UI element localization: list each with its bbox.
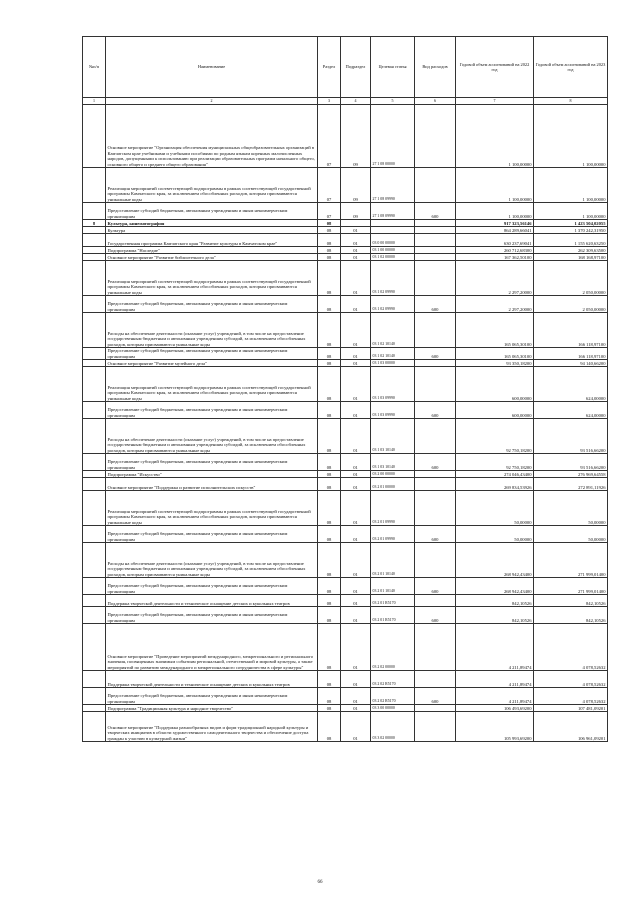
row-razdel-cell: 08 — [318, 247, 341, 254]
header-y2022: Годовой объем ассигнований на 2022 год — [456, 37, 534, 98]
row-num-cell — [83, 671, 106, 688]
row-name-cell: Предоставление субсидий бюджетным, автономным учреждениям и иным некоммерческим организациям — [106, 526, 318, 543]
row-podrazdel-cell: 01 — [341, 261, 371, 296]
row-celevaya-cell — [371, 227, 415, 234]
row-razdel-cell: 08 — [318, 360, 341, 367]
row-vid-cell — [415, 595, 456, 607]
row-y2023-cell: 50,00000 — [534, 491, 608, 526]
row-num-cell — [83, 402, 106, 419]
row-num-cell — [83, 203, 106, 220]
row-y2023-cell: 168 168,97100 — [534, 254, 608, 261]
row-razdel-cell: 08 — [318, 595, 341, 607]
table-row — [83, 671, 608, 688]
header-name: Наименование — [106, 37, 318, 98]
row-name-cell: Основное мероприятие "Проведение мероприятий международного, межрегионального и регионального значения, посвященных значимым событиям региональной, отечественной и мировой культуры, а также мероприятий по развитию международного и межрегионального сотрудничества в сфере культуры" — [106, 624, 318, 671]
row-y2022-cell: 165 065,30100 — [456, 313, 534, 348]
row-y2023-cell: 272 891,11926 — [534, 478, 608, 491]
row-vid-cell — [415, 419, 456, 454]
row-celevaya-cell: 03 2 01 00000 — [371, 478, 415, 491]
row-num-cell — [83, 313, 106, 348]
row-name-cell: Предоставление субсидий бюджетным, автономным учреждениям и иным некоммерческим организациям — [106, 688, 318, 705]
row-num-cell — [83, 419, 106, 454]
row-podrazdel-cell: 01 — [341, 402, 371, 419]
row-y2023-cell: 1 100,00000 — [534, 203, 608, 220]
row-celevaya-cell: 03 3 02 00000 — [371, 712, 415, 742]
row-num-cell — [83, 471, 106, 478]
table-row — [83, 491, 608, 526]
table-row — [83, 543, 608, 578]
row-podrazdel-cell: 01 — [341, 624, 371, 671]
index-cell: 3 — [318, 98, 341, 105]
table-row — [83, 578, 608, 595]
row-razdel-cell: 08 — [318, 402, 341, 419]
row-vid-cell — [415, 220, 456, 227]
row-vid-cell: 600 — [415, 203, 456, 220]
row-podrazdel-cell: 09 — [341, 105, 371, 168]
row-celevaya-cell: 03 1 03 09990 — [371, 402, 415, 419]
row-vid-cell — [415, 168, 456, 203]
index-cell: 1 — [83, 98, 106, 105]
row-num-cell — [83, 105, 106, 168]
row-name-cell: Реализация мероприятий соответствующей подпрограммы в рамках соответствующей государственной программы Камчатского края, за исключением обособленных расходов, которым присваиваются уникальные коды — [106, 367, 318, 402]
header-celevaya: Целевая статья — [371, 37, 415, 98]
row-podrazdel-cell: 01 — [341, 526, 371, 543]
row-celevaya-cell: 03 2 02 R5170 — [371, 671, 415, 688]
row-y2022-cell: 105 993,69200 — [456, 712, 534, 742]
row-celevaya-cell: 03 1 03 10140 — [371, 454, 415, 471]
row-vid-cell — [415, 478, 456, 491]
row-vid-cell: 600 — [415, 402, 456, 419]
row-name-cell: Предоставление субсидий бюджетным, автономным учреждениям и иным некоммерческим организациям — [106, 578, 318, 595]
row-y2022-cell: 1 100,00000 — [456, 105, 534, 168]
row-razdel-cell: 08 — [318, 478, 341, 491]
row-podrazdel-cell: 01 — [341, 360, 371, 367]
row-celevaya-cell: 03 0 00 00000 — [371, 234, 415, 247]
row-num-cell — [83, 607, 106, 624]
table-row — [83, 402, 608, 419]
row-razdel-cell: 08 — [318, 227, 341, 234]
index-cell: 8 — [534, 98, 608, 105]
row-y2023-cell: 262 309,63500 — [534, 247, 608, 254]
row-vid-cell: 600 — [415, 348, 456, 360]
row-razdel-cell: 08 — [318, 607, 341, 624]
row-vid-cell — [415, 247, 456, 254]
table-row — [83, 471, 608, 478]
row-podrazdel-cell: 01 — [341, 578, 371, 595]
row-y2022-cell: 92 750,18200 — [456, 454, 534, 471]
row-name-cell: Реализация мероприятий соответствующей подпрограммы в рамках соответствующей государственной программы Камчатского края, за исключением обособленных расходов, которым присваиваются уникальные коды — [106, 168, 318, 203]
row-num-cell — [83, 688, 106, 705]
table-row — [83, 454, 608, 471]
row-num-cell — [83, 348, 106, 360]
row-y2022-cell: 842,10526 — [456, 595, 534, 607]
row-y2022-cell: 167 362,50100 — [456, 254, 534, 261]
row-y2023-cell: 1 370 242,31950 — [534, 227, 608, 234]
row-name-cell: Культура, кинематография — [106, 220, 318, 227]
row-vid-cell — [415, 543, 456, 578]
row-y2023-cell: 93 516,66200 — [534, 419, 608, 454]
header-vid: Вид расходов — [415, 37, 456, 98]
table-row — [83, 254, 608, 261]
row-razdel-cell: 08 — [318, 526, 341, 543]
row-celevaya-cell: 03 1 02 10140 — [371, 313, 415, 348]
row-name-cell: Предоставление субсидий бюджетным, автономным учреждениям и иным некоммерческим организациям — [106, 454, 318, 471]
row-num-cell — [83, 296, 106, 313]
row-num-cell — [83, 360, 106, 367]
row-podrazdel-cell — [341, 220, 371, 227]
row-y2022-cell: 2 297,20000 — [456, 296, 534, 313]
row-name-cell: Подпрограмма "Традиционная культура и народное творчество" — [106, 705, 318, 712]
table-row — [83, 234, 608, 247]
row-y2023-cell: 1 423 504,02055 — [534, 220, 608, 227]
row-y2023-cell: 1 100,00000 — [534, 105, 608, 168]
row-y2023-cell: 107 481,09201 — [534, 705, 608, 712]
row-name-cell: Реализация мероприятий соответствующей подпрограммы в рамках соответствующей государственной программы Камчатского края, за исключением обособленных расходов, которым присваиваются уникальные коды — [106, 261, 318, 296]
row-vid-cell — [415, 671, 456, 688]
row-celevaya-cell: 03 2 01 R5170 — [371, 607, 415, 624]
table-row — [83, 712, 608, 742]
row-podrazdel-cell: 01 — [341, 367, 371, 402]
row-y2023-cell: 842,10526 — [534, 595, 608, 607]
row-y2023-cell: 94 140,66200 — [534, 360, 608, 367]
row-celevaya-cell: 03 3 00 00000 — [371, 705, 415, 712]
table-row — [83, 360, 608, 367]
row-y2023-cell: 50,00000 — [534, 526, 608, 543]
row-y2023-cell: 624,00000 — [534, 402, 608, 419]
row-y2022-cell: 4 211,89474 — [456, 688, 534, 705]
row-y2023-cell: 1 155 620,63250 — [534, 234, 608, 247]
row-podrazdel-cell: 01 — [341, 296, 371, 313]
table-row — [83, 526, 608, 543]
row-name-cell: Государственная программа Камчатского края "Развитие культуры в Камчатском крае" — [106, 234, 318, 247]
row-podrazdel-cell: 01 — [341, 471, 371, 478]
row-vid-cell — [415, 227, 456, 234]
row-name-cell: Основное мероприятие "Развитие музейного дела" — [106, 360, 318, 367]
index-cell: 5 — [371, 98, 415, 105]
row-y2023-cell: 842,10526 — [534, 607, 608, 624]
row-celevaya-cell: 03 2 02 R5170 — [371, 688, 415, 705]
row-podrazdel-cell: 01 — [341, 348, 371, 360]
row-razdel-cell: 08 — [318, 712, 341, 742]
row-num-cell — [83, 478, 106, 491]
row-y2022-cell: 274 046,43400 — [456, 471, 534, 478]
row-celevaya-cell: 03 2 01 09990 — [371, 526, 415, 543]
row-razdel-cell: 08 — [318, 254, 341, 261]
row-num-cell — [83, 705, 106, 712]
row-celevaya-cell: 03 1 02 00000 — [371, 254, 415, 261]
row-celevaya-cell: 03 1 02 10140 — [371, 348, 415, 360]
table-row — [83, 478, 608, 491]
row-podrazdel-cell: 01 — [341, 595, 371, 607]
table-row — [83, 348, 608, 360]
row-num-cell — [83, 234, 106, 247]
row-podrazdel-cell: 01 — [341, 419, 371, 454]
table-row — [83, 607, 608, 624]
row-num-cell — [83, 491, 106, 526]
row-podrazdel-cell: 01 — [341, 247, 371, 254]
row-name-cell: Подпрограмма "Искусство" — [106, 471, 318, 478]
row-vid-cell: 600 — [415, 607, 456, 624]
row-name-cell: Основное мероприятие "Поддержка и развитие исполнительских искусств" — [106, 478, 318, 491]
table-row — [83, 220, 608, 227]
row-podrazdel-cell: 01 — [341, 671, 371, 688]
row-celevaya-cell: 03 2 01 10140 — [371, 543, 415, 578]
index-cell: 4 — [341, 98, 371, 105]
row-vid-cell — [415, 712, 456, 742]
row-y2022-cell: 600,00000 — [456, 402, 534, 419]
header-podrazdel: Подраздел — [341, 37, 371, 98]
row-vid-cell — [415, 105, 456, 168]
row-celevaya-cell — [371, 220, 415, 227]
row-vid-cell — [415, 360, 456, 367]
row-num-cell — [83, 254, 106, 261]
row-celevaya-cell: 03 2 00 00000 — [371, 471, 415, 478]
row-y2022-cell: 93 350,18200 — [456, 360, 534, 367]
row-y2022-cell: 50,00000 — [456, 526, 534, 543]
row-celevaya-cell: 03 1 03 10140 — [371, 419, 415, 454]
row-y2023-cell: 166 118,97100 — [534, 313, 608, 348]
row-razdel-cell: 08 — [318, 471, 341, 478]
column-index-row — [83, 98, 608, 105]
row-y2022-cell: 842,10526 — [456, 607, 534, 624]
row-name-cell: Предоставление субсидий бюджетным, автономным учреждениям и иным некоммерческим организациям — [106, 203, 318, 220]
row-vid-cell — [415, 624, 456, 671]
row-razdel-cell: 08 — [318, 419, 341, 454]
row-num-cell — [83, 261, 106, 296]
row-y2022-cell: 4 211,89474 — [456, 624, 534, 671]
row-y2023-cell: 271 999,01400 — [534, 578, 608, 595]
row-name-cell: Подпрограмма "Наследие" — [106, 247, 318, 254]
row-razdel-cell: 08 — [318, 296, 341, 313]
row-y2023-cell: 4 078,52632 — [534, 671, 608, 688]
header-razdel: Раздел — [318, 37, 341, 98]
row-razdel-cell: 08 — [318, 367, 341, 402]
row-podrazdel-cell: 01 — [341, 705, 371, 712]
table-row — [83, 227, 608, 234]
row-razdel-cell: 07 — [318, 203, 341, 220]
row-num-cell — [83, 247, 106, 254]
row-vid-cell — [415, 705, 456, 712]
row-y2023-cell: 106 961,09201 — [534, 712, 608, 742]
row-y2022-cell: 268 942,43400 — [456, 578, 534, 595]
row-name-cell: Поддержка творческой деятельности и техническое оснащение детских и кукольных театров — [106, 595, 318, 607]
table-row — [83, 203, 608, 220]
row-podrazdel-cell: 01 — [341, 454, 371, 471]
row-y2022-cell: 864 289,66041 — [456, 227, 534, 234]
row-name-cell: Расходы на обеспечение деятельности (оказание услуг) учреждений, в том числе на предоставление государственным бюджетным и автономным учреждениям субсидий, за исключением обособленных расходов, которым присваиваются уникальные коды — [106, 543, 318, 578]
table-row — [83, 247, 608, 254]
table-row — [83, 105, 608, 168]
table-row — [83, 595, 608, 607]
budget-table-sheet — [82, 36, 607, 742]
table-row — [83, 688, 608, 705]
row-y2023-cell: 276 969,64558 — [534, 471, 608, 478]
row-num-cell — [83, 543, 106, 578]
row-y2022-cell: 269 834,53926 — [456, 478, 534, 491]
row-vid-cell: 600 — [415, 296, 456, 313]
row-celevaya-cell: 27 1 08 09990 — [371, 168, 415, 203]
row-razdel-cell: 07 — [318, 105, 341, 168]
row-y2023-cell: 2 050,00000 — [534, 261, 608, 296]
row-vid-cell: 600 — [415, 526, 456, 543]
row-name-cell: Предоставление субсидий бюджетным, автономным учреждениям и иным некоммерческим организациям — [106, 296, 318, 313]
table-row — [83, 313, 608, 348]
row-vid-cell: 600 — [415, 454, 456, 471]
row-celevaya-cell: 27 1 08 09990 — [371, 203, 415, 220]
row-num-cell — [83, 578, 106, 595]
row-y2023-cell: 4 078,52632 — [534, 688, 608, 705]
row-name-cell: Реализация мероприятий соответствующей подпрограммы в рамках соответствующей государственной программы Камчатского края, за исключением обособленных расходов, которым присваиваются уникальные коды — [106, 491, 318, 526]
row-vid-cell — [415, 261, 456, 296]
row-celevaya-cell: 03 2 01 10140 — [371, 578, 415, 595]
row-y2022-cell: 630 237,69041 — [456, 234, 534, 247]
table-row — [83, 261, 608, 296]
row-podrazdel-cell: 01 — [341, 607, 371, 624]
index-cell: 2 — [106, 98, 318, 105]
row-y2022-cell: 268 942,43400 — [456, 543, 534, 578]
row-vid-cell — [415, 471, 456, 478]
row-num-cell — [83, 168, 106, 203]
row-name-cell: Расходы на обеспечение деятельности (оказание услуг) учреждений, в том числе на предоставление государственным бюджетным и автономным учреждениям субсидий, за исключением обособленных расходов, которым присваиваются уникальные коды — [106, 313, 318, 348]
row-y2022-cell: 4 211,89474 — [456, 671, 534, 688]
row-razdel-cell: 08 — [318, 454, 341, 471]
row-razdel-cell: 08 — [318, 688, 341, 705]
row-podrazdel-cell: 01 — [341, 313, 371, 348]
row-name-cell: Расходы на обеспечение деятельности (оказание услуг) учреждений, в том числе на предоставление государственным бюджетным и автономным учреждениям субсидий, за исключением обособленных расходов, которым присваиваются уникальные коды — [106, 419, 318, 454]
row-name-cell: Предоставление субсидий бюджетным, автономным учреждениям и иным некоммерческим организациям — [106, 348, 318, 360]
row-num-cell — [83, 595, 106, 607]
row-name-cell: Предоставление субсидий бюджетным, автономным учреждениям и иным некоммерческим организациям — [106, 402, 318, 419]
row-y2022-cell: 50,00000 — [456, 491, 534, 526]
row-name-cell: Основное мероприятие "Поддержка разнообразных видов и форм традиционной народной культуры и творческих инициатив в области художественного самодеятельного творчества и обеспечение доступа граждан к участию в культурной жизни" — [106, 712, 318, 742]
row-podrazdel-cell: 01 — [341, 688, 371, 705]
row-razdel-cell: 08 — [318, 543, 341, 578]
index-cell: 7 — [456, 98, 534, 105]
row-y2023-cell: 166 118,97100 — [534, 348, 608, 360]
row-name-cell: Основное мероприятие "Развитие библиотечного дела" — [106, 254, 318, 261]
row-celevaya-cell: 03 1 03 00000 — [371, 360, 415, 367]
row-celevaya-cell: 03 2 01 R5170 — [371, 595, 415, 607]
row-y2023-cell: 1 100,00000 — [534, 168, 608, 203]
row-num-cell: 8 — [83, 220, 106, 227]
row-podrazdel-cell: 01 — [341, 543, 371, 578]
row-num-cell — [83, 526, 106, 543]
row-podrazdel-cell: 01 — [341, 227, 371, 234]
row-vid-cell: 600 — [415, 688, 456, 705]
table-header-row — [83, 37, 608, 98]
row-y2022-cell: 1 100,00000 — [456, 168, 534, 203]
row-razdel-cell: 08 — [318, 234, 341, 247]
row-num-cell — [83, 227, 106, 234]
row-podrazdel-cell: 01 — [341, 254, 371, 261]
row-razdel-cell: 08 — [318, 348, 341, 360]
row-y2023-cell: 2 050,00000 — [534, 296, 608, 313]
row-vid-cell: 600 — [415, 578, 456, 595]
row-y2022-cell: 260 712,68300 — [456, 247, 534, 254]
row-vid-cell — [415, 491, 456, 526]
table-row — [83, 705, 608, 712]
row-razdel-cell: 08 — [318, 491, 341, 526]
row-y2022-cell: 165 065,30100 — [456, 348, 534, 360]
row-celevaya-cell: 03 2 01 09990 — [371, 491, 415, 526]
row-y2022-cell: 92 750,18200 — [456, 419, 534, 454]
row-celevaya-cell: 03 1 02 09990 — [371, 261, 415, 296]
row-name-cell: Предоставление субсидий бюджетным, автономным учреждениям и иным некоммерческим организациям — [106, 607, 318, 624]
row-y2022-cell: 1 100,00000 — [456, 203, 534, 220]
row-y2022-cell: 2 297,20000 — [456, 261, 534, 296]
row-name-cell: Основное мероприятие "Организация обеспечения муниципальных общеобразовательных организаций в Камчатском крае учебниками и учебными пособиями по родным языкам коренных малочисленных народов, допущенными к использованию при реализации образовательных программ начального общего, основного общего и среднего общего образования" — [106, 105, 318, 168]
row-y2023-cell: 93 516,66200 — [534, 454, 608, 471]
row-y2023-cell: 4 078,52632 — [534, 624, 608, 671]
page-number: 66 — [317, 880, 323, 885]
row-podrazdel-cell: 01 — [341, 478, 371, 491]
row-y2023-cell: 624,00000 — [534, 367, 608, 402]
row-podrazdel-cell: 01 — [341, 712, 371, 742]
row-vid-cell — [415, 254, 456, 261]
row-razdel-cell: 07 — [318, 168, 341, 203]
row-celevaya-cell: 03 1 00 00000 — [371, 247, 415, 254]
row-razdel-cell: 08 — [318, 671, 341, 688]
row-razdel-cell: 08 — [318, 313, 341, 348]
row-y2022-cell: 917 323,56146 — [456, 220, 534, 227]
row-name-cell: Культура — [106, 227, 318, 234]
row-y2023-cell: 271 999,01400 — [534, 543, 608, 578]
row-num-cell — [83, 624, 106, 671]
row-celevaya-cell: 03 1 02 09990 — [371, 296, 415, 313]
row-num-cell — [83, 712, 106, 742]
row-num-cell — [83, 454, 106, 471]
row-vid-cell — [415, 313, 456, 348]
row-y2022-cell: 600,00000 — [456, 367, 534, 402]
row-num-cell — [83, 367, 106, 402]
row-celevaya-cell: 03 1 03 09990 — [371, 367, 415, 402]
table-row — [83, 168, 608, 203]
row-vid-cell — [415, 367, 456, 402]
row-razdel-cell: 08 — [318, 624, 341, 671]
table-row — [83, 296, 608, 313]
row-podrazdel-cell: 09 — [341, 168, 371, 203]
table-row — [83, 624, 608, 671]
header-num: №п/п — [83, 37, 106, 98]
row-razdel-cell: 08 — [318, 261, 341, 296]
row-celevaya-cell: 03 2 02 00000 — [371, 624, 415, 671]
row-podrazdel-cell: 01 — [341, 491, 371, 526]
row-podrazdel-cell: 01 — [341, 234, 371, 247]
row-y2022-cell: 106 493,69200 — [456, 705, 534, 712]
table-row — [83, 419, 608, 454]
header-y2023: Годовой объем ассигнований на 2023 год — [534, 37, 608, 98]
row-celevaya-cell: 27 1 08 00000 — [371, 105, 415, 168]
row-vid-cell — [415, 234, 456, 247]
row-razdel-cell: 08 — [318, 578, 341, 595]
row-razdel-cell: 08 — [318, 220, 341, 227]
index-cell: 6 — [415, 98, 456, 105]
row-name-cell: Поддержка творческой деятельности и техническое оснащение детских и кукольных театров — [106, 671, 318, 688]
row-razdel-cell: 08 — [318, 705, 341, 712]
row-podrazdel-cell: 09 — [341, 203, 371, 220]
table-row — [83, 367, 608, 402]
budget-table — [82, 36, 608, 742]
